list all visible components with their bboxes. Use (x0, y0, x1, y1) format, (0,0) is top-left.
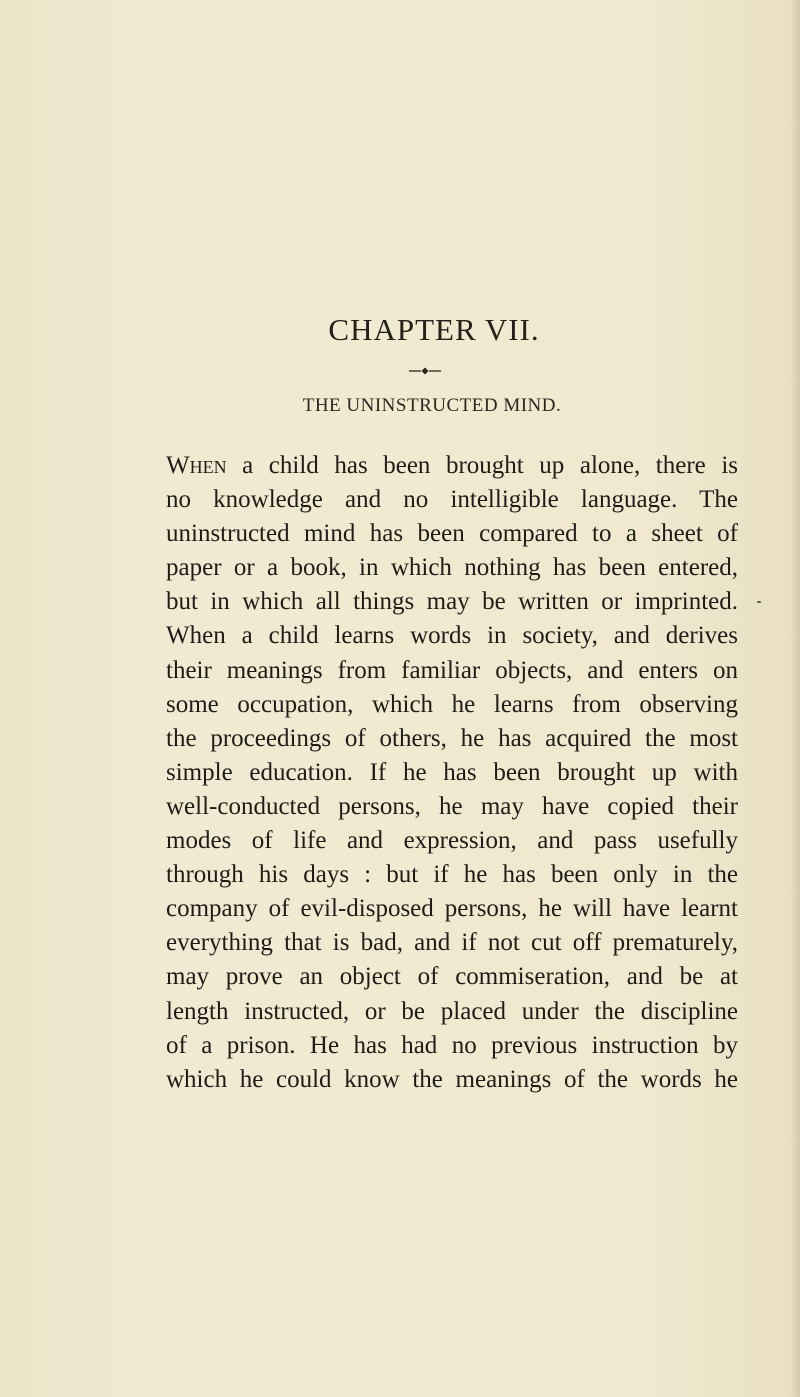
text-line: the proceedings of others, he has acquired the most (166, 724, 738, 752)
text-line: of a prison. He has had no previous instruction by (166, 1031, 738, 1059)
section-title: THE UNINSTRUCTED MIND. (302, 395, 562, 416)
text-line (166, 449, 738, 483)
text-line: which he could know the meanings of the words he (166, 1065, 738, 1093)
text-line: length instructed, or be placed under the discipline (166, 997, 738, 1025)
text-line: their meanings from familiar objects, and enters on (166, 656, 738, 684)
page-edge-shadow (790, 0, 800, 1397)
body-paragraph (166, 449, 738, 1097)
text-line: through his days : but if he has been only in the (166, 861, 738, 889)
text-line-rest: a child has been brought up alone, there is (226, 452, 738, 479)
chapter-title: CHAPTER VII. (328, 312, 540, 347)
text-line: well-conducted persons, he may have copied their (166, 792, 738, 820)
text-line: uninstructed mind has been compared to a sheet of (166, 520, 738, 548)
text-line: some occupation, which he learns from observing (166, 690, 738, 718)
text-line: paper or a book, in which nothing has been entered, (166, 554, 738, 582)
margin-mark (757, 601, 761, 603)
text-line: no knowledge and no intelligible language. The (166, 486, 738, 514)
text-line: everything that is bad, and if not cut off prematurely, (166, 929, 738, 957)
text-line: company of evil-disposed persons, he will have learnt (166, 895, 738, 923)
text-line: may prove an object of commiseration, and be at (166, 963, 738, 991)
text-line: modes of life and expression, and pass usefully (166, 827, 738, 855)
text-line: When a child learns words in society, and derives (166, 622, 738, 650)
text-line: simple education. If he has been brought up with (166, 758, 738, 786)
text-line: but in which all things may be written or imprinted. (166, 588, 738, 616)
drop-word: When (166, 452, 227, 479)
rule-with-diamond-icon (409, 366, 441, 376)
